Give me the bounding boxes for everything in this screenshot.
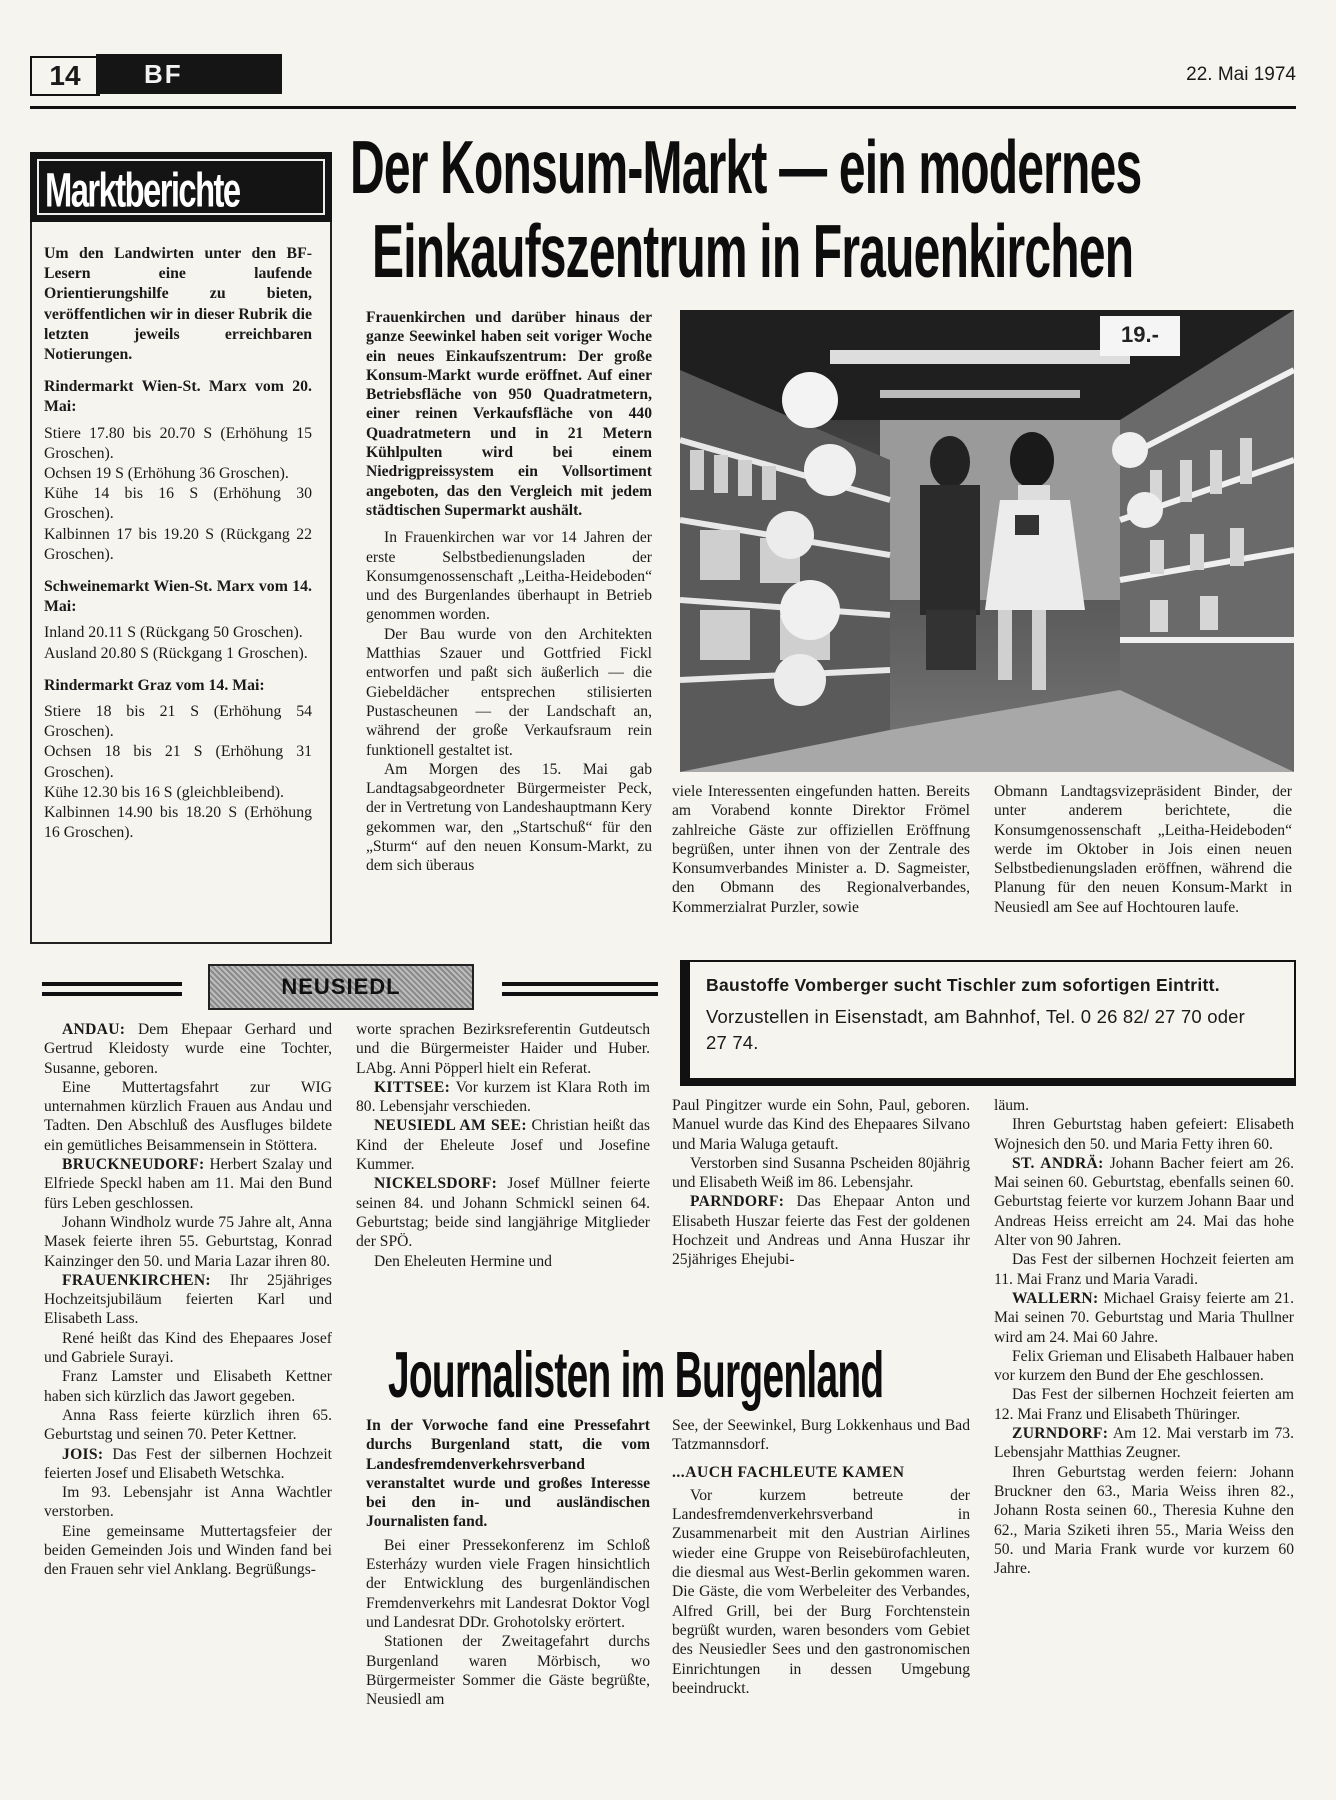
news-item	[672, 1096, 970, 1154]
konsum-article-col1	[366, 308, 652, 876]
job-advertisement	[680, 960, 1296, 1086]
market-group-title: Schweinemarkt Wien-St. Marx vom 14. Mai:	[44, 578, 312, 616]
journalisten-paragraph: Bei einer Pressekonferenz im Schloß Esterházy wurden viele Fragen hinsichtlich der Entwicklung des burgenländischen Fremdenverkehrs mit Landesrat Doktor Vogl und Landesrat DDr. Grohotolsky erörtert.	[366, 1536, 650, 1631]
news-item-text: Ihren Geburtstag haben gefeiert: Elisabeth Wojnesich den 50. und Maria Fetty ihren 60.	[994, 1116, 1294, 1153]
neusiedl-col4	[994, 1096, 1294, 1578]
section-label: BF	[96, 54, 282, 94]
news-item-text: Herbert Szalay und Elfriede Speckl haben am 11. Mai den Bund fürs Leben geschlossen.	[44, 1156, 332, 1212]
news-item-text: Eine Muttertagsfahrt zur WIG unternahmen kürzlich Frauen aus Andau und Tadten. Den Abschluß des Ausfluges bildete ein gemütliches Beisammensein in Stöttera.	[44, 1078, 332, 1154]
news-item-text: läum.	[994, 1097, 1030, 1114]
market-report-box	[30, 152, 332, 944]
news-item-text: Johann Bacher feiert am 26. Mai seinen 60. Geburtstag, ebenfalls seinen 60. Geburtstag feierte vor kurzem Johann Baar und Andreas Heiss erreicht am 24. Mai das hohe Alter von 90 Jahren.	[994, 1154, 1294, 1250]
news-item-text: Franz Lamster und Elisabeth Kettner haben sich kürzlich das Jawort gegeben.	[44, 1368, 332, 1405]
konsum-lead: Frauenkirchen und darüber hinaus der ganze Seewinkel haben seit voriger Woche ein neues Einkaufszentrum: Der große Konsum-Markt wurde eröffnet. Auf einer Betriebsfläche von 950 Quadratmetern, einer reinen Verkaufsfläche von 440 Quadratmetern und in 21 Metern Kühlpulten wird bei einem Niedrigpreissystem ein Vollsortiment angeboten, das den Vergleich mit jedem städtischen Supermarkt aushält.	[366, 309, 652, 519]
market-intro: Um den Landwirten unter den BF-Lesern eine laufende Orientierungshilfe zu bieten, veröffentlichen wir in dieser Rubrik die letzten jeweils erreichbaren Notierungen.	[44, 245, 312, 364]
banner-rule-right	[502, 982, 658, 996]
news-item-location: FRAUENKIRCHEN:	[62, 1271, 211, 1289]
market-item: Ochsen 19 S (Erhöhung 36 Groschen).	[44, 465, 289, 483]
news-item-text: Das Ehepaar Anton und Elisabeth Huszar feierte das Fest der goldenen Hochzeit und Andreas und Anna Huszar ihr 25jähriges Ehejubi-	[672, 1193, 970, 1269]
news-item	[44, 1213, 332, 1271]
news-item	[44, 1271, 332, 1329]
news-item-location: BRUCKNEUDORF:	[62, 1156, 205, 1174]
news-item	[356, 1252, 650, 1271]
market-item: Stiere 17.80 bis 20.70 S (Erhöhung 15 Groschen).	[44, 424, 312, 462]
konsum-article-col3	[994, 782, 1292, 917]
market-item: Kühe 14 bis 16 S (Erhöhung 30 Groschen).	[44, 485, 312, 523]
news-item-text: Anna Rass feierte kürzlich ihren 65. Geburtstag und seinen 70. Peter Kettner.	[44, 1406, 332, 1444]
news-item-text: Verstorben sind Susanna Pscheiden 80jährig und Elisabeth Weiß im 86. Lebensjahr.	[672, 1154, 970, 1192]
konsum-paragraph: viele Interessenten eingefunden hatten. Bereits am Vorabend konnte Direktor Frömel zahlreiche Gäste zur offiziellen Eröffnung begrüßen, unter ihnen von der Zentrale des Konsumverbandes Minister a. D. Sagmeister, den Obmann des Regionalverbandes, Kommerzialrat Purzler, sowie	[672, 783, 970, 916]
news-item-location: ANDAU:	[62, 1021, 126, 1038]
journalisten-lead: In der Vorwoche fand eine Pressefahrt durchs Burgenland statt, die vom Landesfremdenverkehrsverband veranstaltet wurde und großes Interesse bei den in- und ausländischen Journalisten fand.	[366, 1417, 650, 1531]
konsum-headline-line1: Der Konsum-Markt — ein modernes	[350, 125, 1142, 209]
news-item	[356, 1020, 650, 1078]
news-item-text: Das Fest der silbernen Hochzeit feierten am 12. Mai Franz und Elisabeth Thüringer.	[994, 1386, 1294, 1423]
market-item: Kalbinnen 17 bis 19.20 S (Rückgang 22 Groschen).	[44, 525, 312, 563]
news-item-location: ST. ANDRÄ:	[1012, 1154, 1104, 1172]
news-item	[994, 1250, 1294, 1289]
neusiedl-banner-label: NEUSIEDL	[208, 964, 474, 1010]
news-item	[44, 1522, 332, 1580]
news-item-location: JOIS:	[62, 1445, 104, 1463]
konsum-paragraph: Obmann Landtagsvizepräsident Binder, der unter anderem berichtete, die Konsumgenossenschaft „Leitha-Heideboden“ werde im Oktober in Jois einen neuen Selbstbedienungsladen eröffnen, während die Planung für den neuen Konsum-Markt in Neusiedl am See auf Hochtouren laufe.	[994, 783, 1292, 916]
news-item	[994, 1424, 1294, 1463]
konsum-paragraph: In Frauenkirchen war vor 14 Jahren der erste Selbstbedienungsladen der Konsumgenossenschaft „Leitha-Heideboden“ und des Burgenlandes überhaupt in Betrieb genommen worden.	[366, 529, 652, 624]
market-item: Inland 20.11 S (Rückgang 50 Groschen).	[44, 624, 303, 642]
news-item-text: Im 93. Lebensjahr ist Anna Wachtler verstorben.	[44, 1484, 332, 1521]
news-item	[44, 1155, 332, 1213]
market-item: Ausland 20.80 S (Rückgang 1 Groschen).	[44, 644, 308, 662]
neusiedl-banner	[42, 964, 658, 1012]
news-item	[44, 1483, 332, 1522]
news-item	[672, 1154, 970, 1193]
page-number: 14	[30, 56, 100, 96]
news-item	[44, 1078, 332, 1155]
market-group-title: Rindermarkt Wien-St. Marx vom 20. Mai:	[44, 378, 312, 416]
journalisten-headline: Journalisten im Burgenland	[388, 1339, 884, 1412]
news-item	[44, 1445, 332, 1484]
news-item-text: Christian heißt das Kind der Eheleute Josef und Josefine Kummer.	[356, 1117, 650, 1174]
journalisten-paragraph: Vor kurzem betreute der Landesfremdenverkehrsverband in Zusammenarbeit mit den Austrian Airlines wieder eine Gruppe von Reisebürofachleuten, die diesmal aus West-Berlin gekommen waren. Die Gäste, die vom Werbeleiter des Verbandes, Alfred Grill, bei der Burg Forchtenstein begrüßt wurden, waren besonders vom Gebiet des Neusiedler Sees und den gastronomischen Einrichtungen in dessen Umgebung beeindruckt.	[672, 1486, 970, 1697]
news-item-text: René heißt das Kind des Ehepaares Josef und Gabriele Surayi.	[44, 1329, 332, 1367]
supermarket-photo	[680, 310, 1294, 772]
journalisten-paragraph: Stationen der Zweitagefahrt durchs Burgenland waren Mörbisch, wo Bürgermeister Sommer die Gäste begrüßte, Neusiedl am	[366, 1633, 650, 1709]
news-item-location: WALLERN:	[1012, 1289, 1099, 1307]
news-item-location: ZURNDORF:	[1012, 1425, 1109, 1443]
news-item	[44, 1406, 332, 1445]
news-item	[994, 1096, 1294, 1115]
news-item-text: worte sprachen Bezirksreferentin Gutdeutsch und die Bürgermeister Haider und Huber. LAbg. Anni Pöpperl hielt ein Referat.	[356, 1021, 650, 1077]
news-item-location: KITTSEE:	[374, 1078, 451, 1096]
news-item-location: PARNDORF:	[690, 1193, 785, 1211]
news-item	[994, 1115, 1294, 1154]
market-item: Kalbinnen 14.90 bis 18.20 S (Erhöhung 16 Groschen).	[44, 804, 312, 842]
news-item	[44, 1020, 332, 1078]
news-item	[356, 1116, 650, 1174]
banner-rule-left	[42, 982, 182, 996]
ad-contact: Vorzustellen in Eisenstadt, am Bahnhof, Tel. 0 26 82/ 27 70 oder 27 74.	[706, 1006, 1246, 1053]
market-group-title: Rindermarkt Graz vom 14. Mai:	[44, 676, 265, 694]
news-item-text: Am 12. Mai verstarb im 73. Lebensjahr Matthias Zeugner.	[994, 1425, 1294, 1462]
news-item	[994, 1154, 1294, 1250]
journalisten-paragraph: See, der Seewinkel, Burg Lokkenhaus und Bad Tatzmannsdorf.	[672, 1417, 970, 1454]
news-item-text: Eine gemeinsame Muttertagsfeier der beiden Gemeinden Jois und Winden fand bei den Frauen sehr viel Anklang. Begrüßungs-	[44, 1522, 332, 1579]
news-item	[44, 1367, 332, 1406]
issue-date: 22. Mai 1974	[1186, 64, 1296, 85]
news-item	[994, 1463, 1294, 1579]
news-item-location: NEUSIEDL AM SEE:	[374, 1117, 527, 1135]
news-item-text: Den Eheleuten Hermine und	[374, 1252, 552, 1270]
news-item	[994, 1385, 1294, 1424]
konsum-article-col2	[672, 782, 970, 917]
news-item-text: Dem Ehepaar Gerhard und Gertrud Kleidosty wurde eine Tochter, Susanne, geboren.	[44, 1021, 332, 1077]
market-report-body	[44, 244, 312, 843]
page-header	[30, 48, 1296, 108]
news-item	[356, 1174, 650, 1251]
news-item-text: Vor kurzem ist Klara Roth im 80. Lebensjahr verschieden.	[356, 1078, 650, 1116]
market-item: Stiere 18 bis 21 S (Erhöhung 54 Groschen).	[44, 703, 312, 741]
journalisten-subhead: ...AUCH FACHLEUTE KAMEN	[672, 1463, 905, 1481]
news-item-text: Das Fest der silbernen Hochzeit feierten Josef und Elisabeth Wetschka.	[44, 1445, 332, 1482]
journalisten-col1	[366, 1416, 650, 1709]
neusiedl-col2	[356, 1020, 650, 1271]
news-item-text: Felix Grieman und Elisabeth Halbauer haben vor kurzem den Bund der Ehe geschlossen.	[994, 1347, 1294, 1385]
news-item-text: Johann Windholz wurde 75 Jahre alt, Anna Masek feierte ihren 55. Geburtstag, Konrad Kainzinger den 50. und Maria Lazar ihren 80.	[44, 1213, 332, 1270]
konsum-paragraph: Am Morgen des 15. Mai gab Landtagsabgeordneter Bürgermeister Peck, der in Vertretung von Landeshauptmann Kery gekommen war, den „Startschuß“ für den „Sturm“ auf den neuen Konsum-Markt, zu dem sich überaus	[366, 760, 652, 875]
neusiedl-col3	[672, 1096, 970, 1270]
news-item-text: Ihren Geburtstag werden feiern: Johann Bruckner den 63., Maria Weiss ihren 82., Johann Rosta seinen 60., Theresia Kuhne den 62., Maria Sziketi ihren 55., Maria Weiss den 50. und Maria Frank wurde vor kurzem 60 Jahre.	[994, 1463, 1294, 1578]
market-item: Kühe 12.30 bis 16 S (gleichbleibend).	[44, 783, 284, 801]
news-item-text: Das Fest der silbernen Hochzeit feierten am 11. Mai Franz und Maria Varadi.	[994, 1251, 1294, 1288]
news-item-text: Ihr 25jähriges Hochzeitsjubiläum feierten Karl und Elisabeth Lass.	[44, 1271, 332, 1328]
news-item	[44, 1329, 332, 1368]
news-item-text: Josef Müllner feierte seinen 84. und Johann Schmickl seinen 64. Geburtstag; beide sind langjährige Mitglieder der SPÖ.	[356, 1175, 650, 1251]
konsum-paragraph: Der Bau wurde von den Architekten Matthias Szauer und Gottfried Fickl entworfen und paßt sich äußerlich — die Giebeldächer entsprechen stilisierten Pustascheunen — der Landschaft an, während der große Verkaufsraum rein funktionell gestaltet ist.	[366, 625, 652, 759]
header-rule	[30, 106, 1296, 109]
ad-headline: Baustoffe Vomberger sucht Tischler zum sofortigen Eintritt.	[706, 975, 1220, 995]
news-item	[356, 1078, 650, 1117]
news-item	[994, 1347, 1294, 1386]
news-item	[672, 1192, 970, 1269]
konsum-headline-line2: Einkaufszentrum in Frauenkirchen	[372, 209, 1134, 293]
news-item	[994, 1289, 1294, 1347]
market-report-heading: Marktberichte	[30, 152, 332, 222]
neusiedl-col1	[44, 1020, 332, 1580]
news-item-location: NICKELSDORF:	[374, 1175, 498, 1193]
market-item: Ochsen 18 bis 21 S (Erhöhung 31 Groschen).	[44, 743, 312, 781]
news-item-text: Paul Pingitzer wurde ein Sohn, Paul, geboren. Manuel wurde das Kind des Ehepaares Silvano und Maria Waluga getauft.	[672, 1097, 970, 1153]
photo-price-sign: 19.-	[1121, 322, 1159, 347]
journalisten-col2	[672, 1416, 970, 1698]
news-item-text: Michael Graisy feierte am 21. Mai seinen 70. Geburtstag und Maria Thullner wird am 24. Mai 60 Jahre.	[994, 1289, 1294, 1346]
